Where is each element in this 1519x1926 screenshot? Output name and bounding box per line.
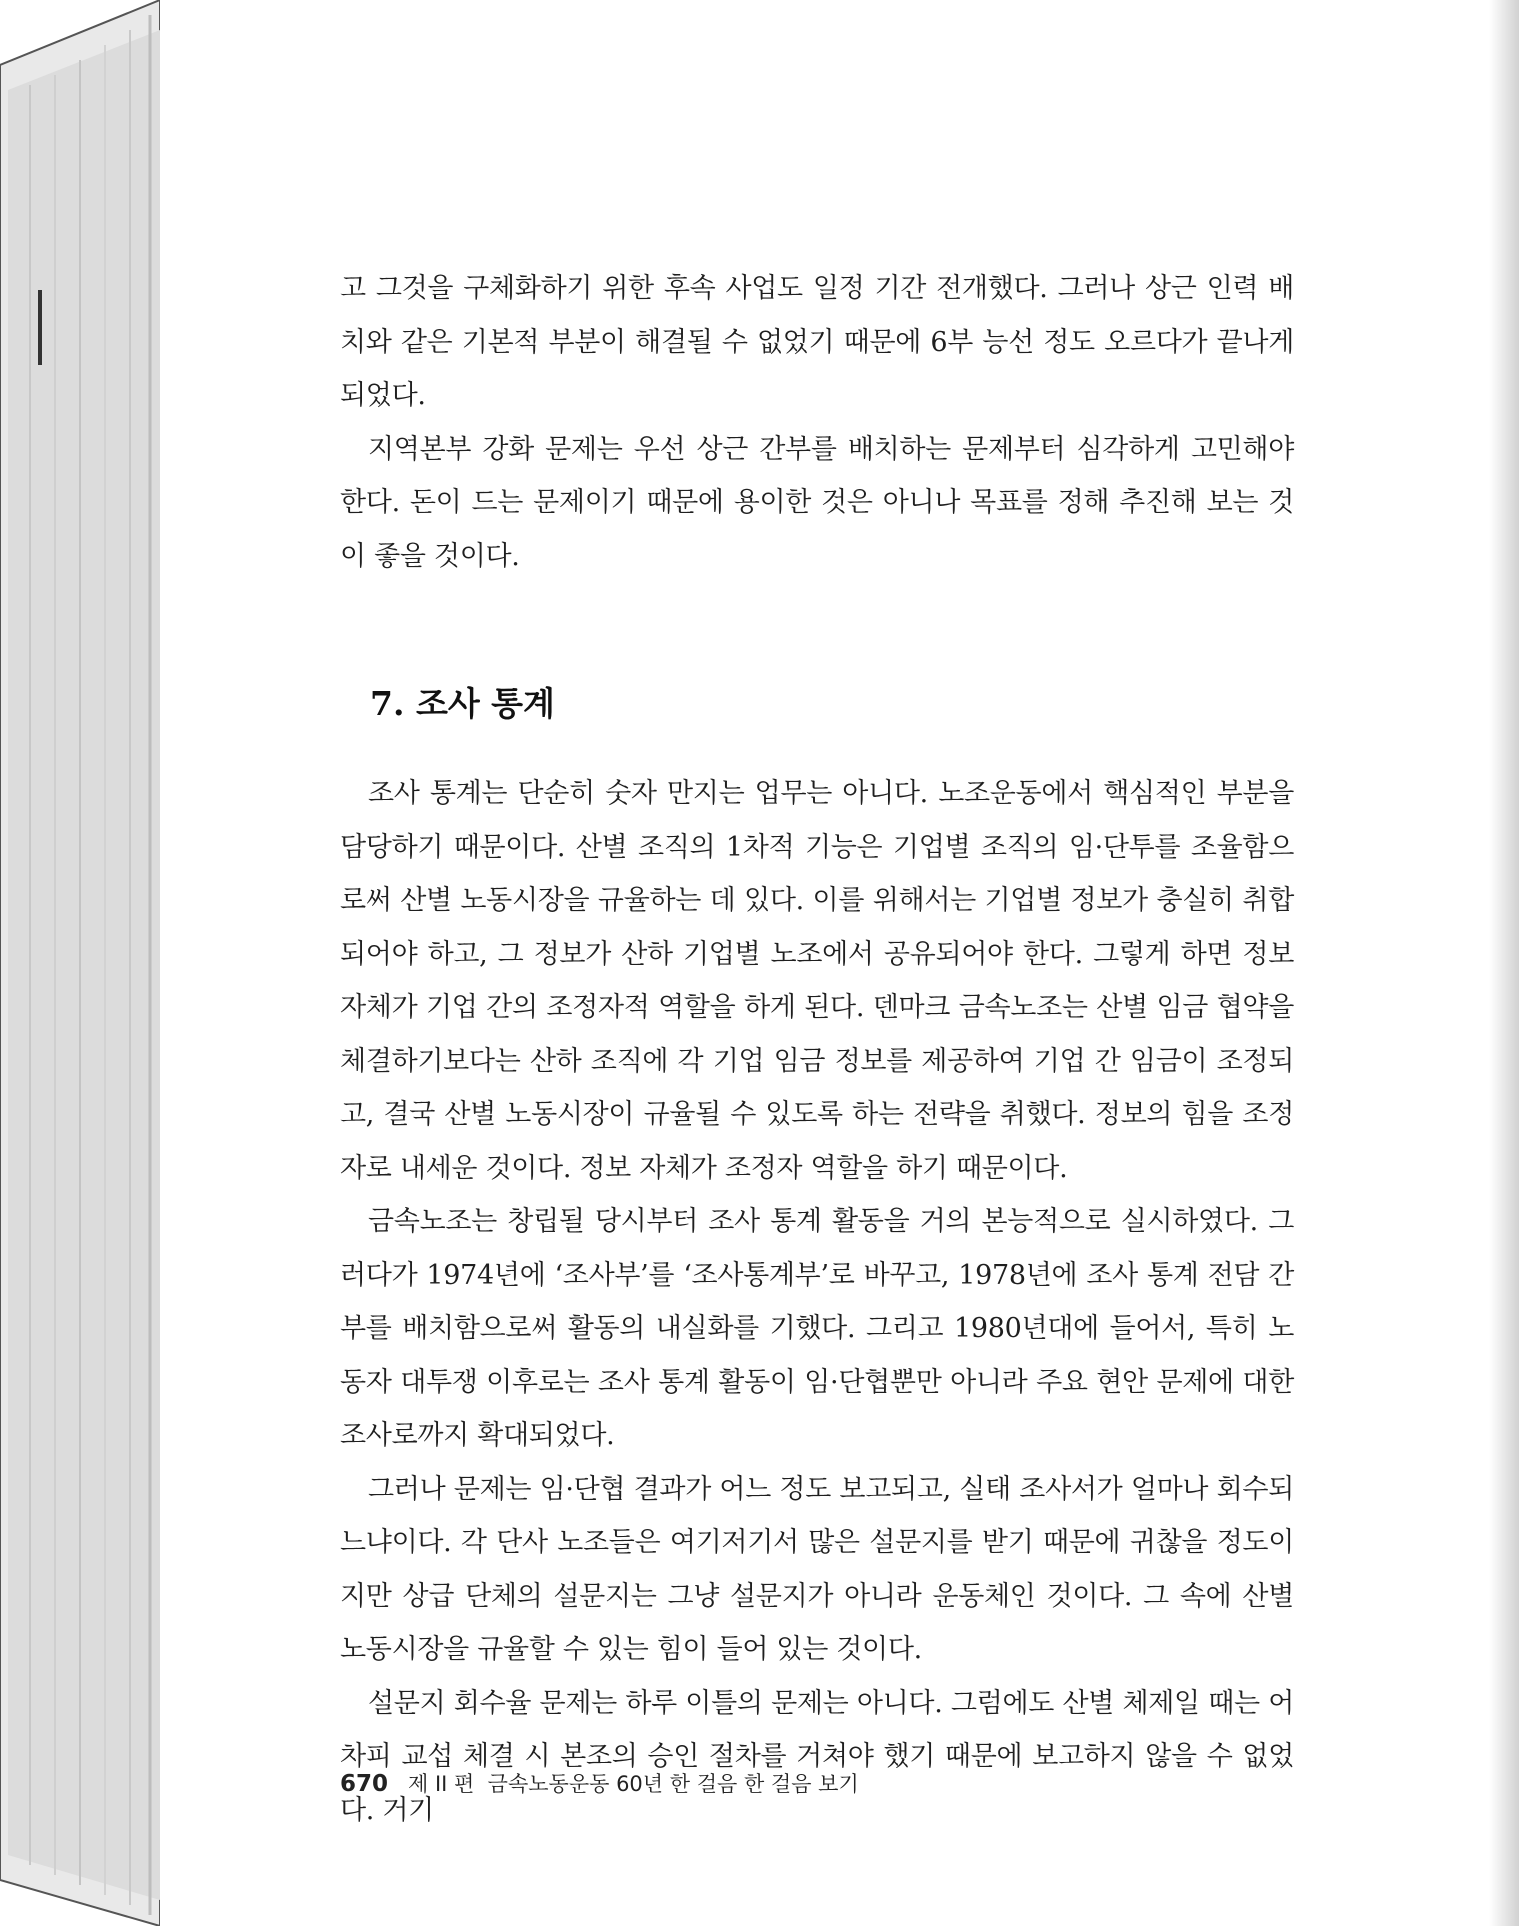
paragraph: 조사 통계는 단순히 숫자 만지는 업무는 아니다. 노조운동에서 핵심적인 부분을 담당하기 때문이다. 산별 조직의 1차적 기능은 기업별 조직의 임·단투를 조율함으로써 산별 노동시장을 규율하는 데 있다. 이를 위해서는 기업별 정보가 충실히 취합되어야 하고, 그 정보가 산하 기업별 노조에서 공유되어야 한다. 그렇게 하면 정보 자체가 기업 간의 조정자적 역할을 하게 된다. 덴마크 금속노조는 산별 임금 협약을 체결하기보다는 산하 조직에 각 기업 임금 정보를 제공하여 기업 간 임금이 조정되고, 결국 산별 노동시장이 규율될 수 있도록 하는 전략을 취했다. 정보의 힘을 조정자로 내세운 것이다. 정보 자체가 조정자 역할을 하기 때문이다.	[340, 778, 1294, 1184]
paragraph: 설문지 회수율 문제는 하루 이틀의 문제는 아니다. 그럼에도 산별 체제일 때는 어차피 교섭 체결 시 본조의 승인 절차를 거쳐야 했기 때문에 보고하지 않을 수 없었다. 거기	[340, 1687, 1294, 1826]
page-shadow	[1489, 0, 1519, 1926]
running-title: 제 II 편 금속노동운동 60년 한 걸음 한 걸음 보기	[408, 1772, 859, 1796]
page-number: 670	[340, 1771, 389, 1797]
paragraph: 지역본부 강화 문제는 우선 상근 간부를 배치하는 문제부터 심각하게 고민해야 한다. 돈이 드는 문제이기 때문에 용이한 것은 아니나 목표를 정해 추진해 보는 것이 좋을 것이다.	[340, 433, 1294, 572]
paragraph: 그러나 문제는 임·단협 결과가 어느 정도 보고되고, 실태 조사서가 얼마나 회수되느냐이다. 각 단사 노조들은 여기저기서 많은 설문지를 받기 때문에 귀찮을 정도이지만 상급 단체의 설문지는 그냥 설문지가 아니라 운동체인 것이다. 그 속에 산별 노동시장을 규율할 수 있는 힘이 들어 있는 것이다.	[340, 1473, 1294, 1665]
paragraph: 고 그것을 구체화하기 위한 후속 사업도 일정 기간 전개했다. 그러나 상근 인력 배치와 같은 기본적 부분이 해결될 수 없었기 때문에 6부 능선 정도 오르다가 끝나게 되었다.	[340, 273, 1294, 411]
page-footer	[340, 1768, 859, 1798]
paragraph: 금속노조는 창립될 당시부터 조사 통계 활동을 거의 본능적으로 실시하였다. 그러다가 1974년에 ‘조사부’를 ‘조사통계부’로 바꾸고, 1978년에 조사 통계 전담 간부를 배치함으로써 활동의 내실화를 기했다. 그리고 1980년대에 들어서, 특히 노동자 대투쟁 이후로는 조사 통계 활동이 임·단협뿐만 아니라 주요 현안 문제에 대한 조사로까지 확대되었다.	[340, 1206, 1294, 1451]
book-page-edges	[0, 0, 170, 1926]
page-content	[340, 262, 1294, 1837]
section-title: 7. 조사 통계	[370, 684, 555, 723]
